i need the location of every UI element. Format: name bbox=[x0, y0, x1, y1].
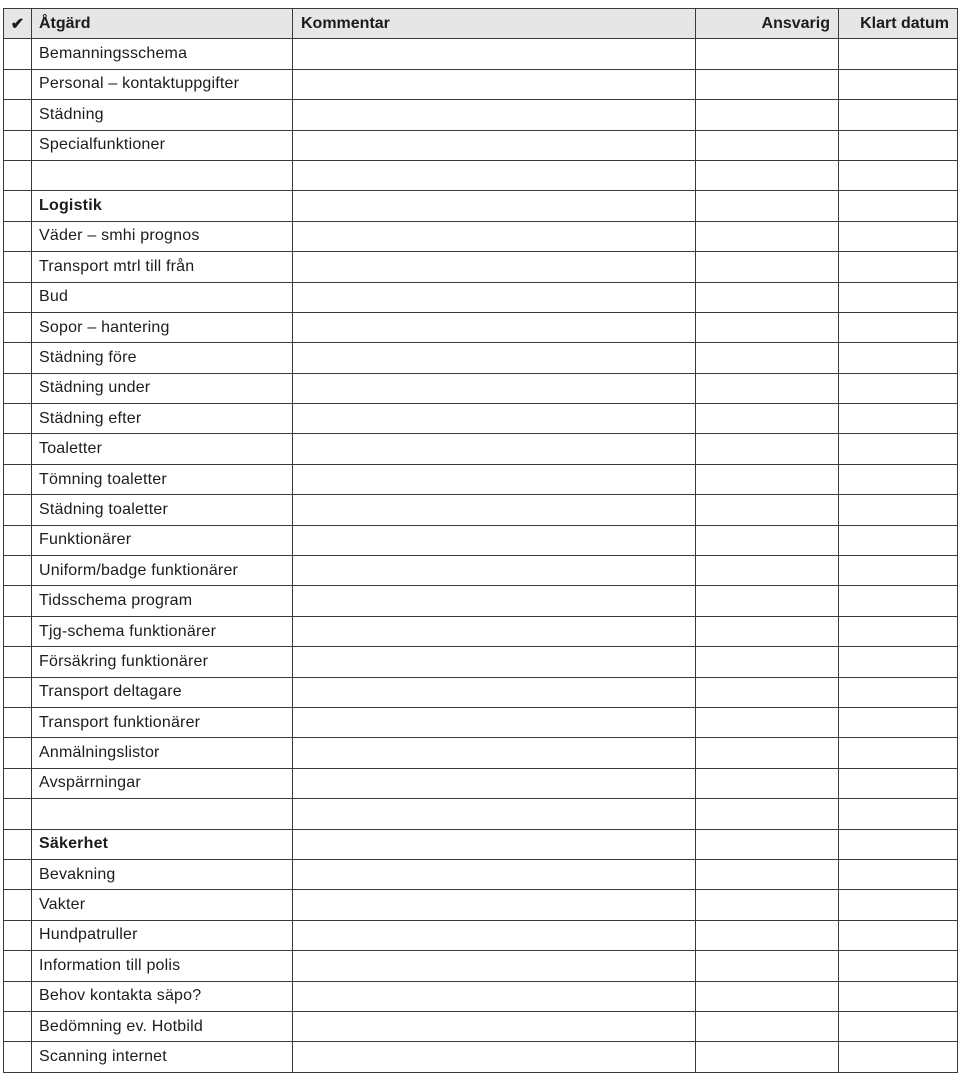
comment-cell[interactable] bbox=[293, 39, 696, 69]
done-date-cell[interactable] bbox=[839, 100, 958, 130]
responsible-cell[interactable] bbox=[696, 495, 839, 525]
check-cell[interactable] bbox=[4, 282, 32, 312]
action-cell: Information till polis bbox=[32, 951, 293, 981]
responsible-cell[interactable] bbox=[696, 464, 839, 494]
table-row bbox=[4, 100, 958, 130]
table-row bbox=[4, 343, 958, 373]
table-row bbox=[4, 221, 958, 251]
responsible-cell[interactable] bbox=[696, 951, 839, 981]
check-cell[interactable] bbox=[4, 1011, 32, 1041]
responsible-cell[interactable] bbox=[696, 39, 839, 69]
done-date-cell[interactable] bbox=[839, 1042, 958, 1072]
done-date-cell[interactable] bbox=[839, 252, 958, 282]
action-cell: Tidsschema program bbox=[32, 586, 293, 616]
table-row bbox=[4, 920, 958, 950]
done-date-cell[interactable] bbox=[839, 829, 958, 859]
comment-cell[interactable] bbox=[293, 312, 696, 342]
action-cell: Bevakning bbox=[32, 859, 293, 889]
action-cell: Toaletter bbox=[32, 434, 293, 464]
table-row bbox=[4, 39, 958, 69]
table-row bbox=[4, 373, 958, 403]
action-cell: Städning efter bbox=[32, 404, 293, 434]
comment-cell[interactable] bbox=[293, 859, 696, 889]
comment-cell[interactable] bbox=[293, 252, 696, 282]
done-date-cell[interactable] bbox=[839, 768, 958, 798]
action-cell: Bedömning ev. Hotbild bbox=[32, 1011, 293, 1041]
responsible-cell[interactable] bbox=[696, 981, 839, 1011]
checklist-table bbox=[3, 8, 958, 1073]
check-cell[interactable] bbox=[4, 951, 32, 981]
action-cell: Avspärrningar bbox=[32, 768, 293, 798]
done-date-cell[interactable] bbox=[839, 404, 958, 434]
done-date-cell[interactable] bbox=[839, 282, 958, 312]
header-action: Åtgärd bbox=[32, 9, 293, 39]
section-row bbox=[4, 191, 958, 221]
table-row bbox=[4, 160, 958, 190]
done-date-cell[interactable] bbox=[839, 799, 958, 829]
check-cell[interactable] bbox=[4, 160, 32, 190]
done-date-cell[interactable] bbox=[839, 1011, 958, 1041]
check-cell[interactable] bbox=[4, 707, 32, 737]
done-date-cell[interactable] bbox=[839, 738, 958, 768]
action-cell: Transport deltagare bbox=[32, 677, 293, 707]
table-row bbox=[4, 890, 958, 920]
table-row bbox=[4, 434, 958, 464]
responsible-cell[interactable] bbox=[696, 829, 839, 859]
comment-cell[interactable] bbox=[293, 951, 696, 981]
action-cell bbox=[32, 799, 293, 829]
table-row bbox=[4, 707, 958, 737]
check-cell[interactable] bbox=[4, 221, 32, 251]
comment-cell[interactable] bbox=[293, 1042, 696, 1072]
responsible-cell[interactable] bbox=[696, 130, 839, 160]
table-row bbox=[4, 556, 958, 586]
table-row bbox=[4, 464, 958, 494]
comment-cell[interactable] bbox=[293, 464, 696, 494]
check-cell[interactable] bbox=[4, 525, 32, 555]
done-date-cell[interactable] bbox=[839, 707, 958, 737]
table-header bbox=[4, 9, 958, 39]
action-cell: Försäkring funktionärer bbox=[32, 647, 293, 677]
table-row bbox=[4, 768, 958, 798]
comment-cell[interactable] bbox=[293, 373, 696, 403]
comment-cell[interactable] bbox=[293, 1011, 696, 1041]
check-cell[interactable] bbox=[4, 130, 32, 160]
check-cell[interactable] bbox=[4, 252, 32, 282]
table-body bbox=[4, 39, 958, 1072]
action-cell: Bemanningsschema bbox=[32, 39, 293, 69]
responsible-cell[interactable] bbox=[696, 890, 839, 920]
responsible-cell[interactable] bbox=[696, 343, 839, 373]
table-row bbox=[4, 616, 958, 646]
responsible-cell[interactable] bbox=[696, 404, 839, 434]
responsible-cell[interactable] bbox=[696, 768, 839, 798]
comment-cell[interactable] bbox=[293, 69, 696, 99]
responsible-cell[interactable] bbox=[696, 282, 839, 312]
action-cell: Städning före bbox=[32, 343, 293, 373]
check-cell[interactable] bbox=[4, 69, 32, 99]
done-date-cell[interactable] bbox=[839, 616, 958, 646]
action-cell: Funktionärer bbox=[32, 525, 293, 555]
table-row bbox=[4, 738, 958, 768]
comment-cell[interactable] bbox=[293, 586, 696, 616]
responsible-cell[interactable] bbox=[696, 1042, 839, 1072]
responsible-cell[interactable] bbox=[696, 616, 839, 646]
check-cell[interactable] bbox=[4, 829, 32, 859]
done-date-cell[interactable] bbox=[839, 647, 958, 677]
check-cell[interactable] bbox=[4, 100, 32, 130]
responsible-cell[interactable] bbox=[696, 373, 839, 403]
done-date-cell[interactable] bbox=[839, 586, 958, 616]
action-cell: Sopor – hantering bbox=[32, 312, 293, 342]
action-cell: Bud bbox=[32, 282, 293, 312]
comment-cell[interactable] bbox=[293, 981, 696, 1011]
check-cell[interactable] bbox=[4, 464, 32, 494]
done-date-cell[interactable] bbox=[839, 495, 958, 525]
check-cell[interactable] bbox=[4, 859, 32, 889]
check-cell[interactable] bbox=[4, 738, 32, 768]
responsible-cell[interactable] bbox=[696, 1011, 839, 1041]
section-title: Logistik bbox=[32, 191, 293, 221]
responsible-cell[interactable] bbox=[696, 100, 839, 130]
comment-cell[interactable] bbox=[293, 890, 696, 920]
responsible-cell[interactable] bbox=[696, 920, 839, 950]
action-cell: Städning bbox=[32, 100, 293, 130]
table-row bbox=[4, 586, 958, 616]
done-date-cell[interactable] bbox=[839, 69, 958, 99]
comment-cell[interactable] bbox=[293, 191, 696, 221]
done-date-cell[interactable] bbox=[839, 160, 958, 190]
action-cell: Städning toaletter bbox=[32, 495, 293, 525]
comment-cell[interactable] bbox=[293, 556, 696, 586]
done-date-cell[interactable] bbox=[839, 130, 958, 160]
responsible-cell[interactable] bbox=[696, 69, 839, 99]
table-row bbox=[4, 951, 958, 981]
done-date-cell[interactable] bbox=[839, 525, 958, 555]
comment-cell[interactable] bbox=[293, 130, 696, 160]
comment-cell[interactable] bbox=[293, 707, 696, 737]
action-cell: Scanning internet bbox=[32, 1042, 293, 1072]
done-date-cell[interactable] bbox=[839, 920, 958, 950]
responsible-cell[interactable] bbox=[696, 556, 839, 586]
action-cell: Tjg-schema funktionärer bbox=[32, 616, 293, 646]
table-row bbox=[4, 859, 958, 889]
check-cell[interactable] bbox=[4, 556, 32, 586]
table-row bbox=[4, 1042, 958, 1072]
table-row bbox=[4, 525, 958, 555]
comment-cell[interactable] bbox=[293, 434, 696, 464]
section-title: Säkerhet bbox=[32, 829, 293, 859]
action-cell bbox=[32, 160, 293, 190]
responsible-cell[interactable] bbox=[696, 160, 839, 190]
table-row bbox=[4, 282, 958, 312]
table-row bbox=[4, 404, 958, 434]
table-row bbox=[4, 647, 958, 677]
action-cell: Anmälningslistor bbox=[32, 738, 293, 768]
table-row bbox=[4, 799, 958, 829]
check-cell[interactable] bbox=[4, 616, 32, 646]
responsible-cell[interactable] bbox=[696, 586, 839, 616]
done-date-cell[interactable] bbox=[839, 312, 958, 342]
comment-cell[interactable] bbox=[293, 525, 696, 555]
comment-cell[interactable] bbox=[293, 738, 696, 768]
check-cell[interactable] bbox=[4, 373, 32, 403]
check-cell[interactable] bbox=[4, 1042, 32, 1072]
table-row bbox=[4, 1011, 958, 1041]
comment-cell[interactable] bbox=[293, 495, 696, 525]
done-date-cell[interactable] bbox=[839, 434, 958, 464]
action-cell: Städning under bbox=[32, 373, 293, 403]
table-row bbox=[4, 252, 958, 282]
check-cell[interactable] bbox=[4, 981, 32, 1011]
done-date-cell[interactable] bbox=[839, 191, 958, 221]
action-cell: Personal – kontaktuppgifter bbox=[32, 69, 293, 99]
done-date-cell[interactable] bbox=[839, 677, 958, 707]
table-row bbox=[4, 495, 958, 525]
done-date-cell[interactable] bbox=[839, 981, 958, 1011]
comment-cell[interactable] bbox=[293, 616, 696, 646]
check-cell[interactable] bbox=[4, 586, 32, 616]
check-cell[interactable] bbox=[4, 343, 32, 373]
check-cell[interactable] bbox=[4, 890, 32, 920]
done-date-cell[interactable] bbox=[839, 464, 958, 494]
check-cell[interactable] bbox=[4, 191, 32, 221]
check-cell[interactable] bbox=[4, 434, 32, 464]
action-cell: Transport mtrl till från bbox=[32, 252, 293, 282]
action-cell: Uniform/badge funktionärer bbox=[32, 556, 293, 586]
responsible-cell[interactable] bbox=[696, 252, 839, 282]
comment-cell[interactable] bbox=[293, 829, 696, 859]
comment-cell[interactable] bbox=[293, 920, 696, 950]
check-cell[interactable] bbox=[4, 312, 32, 342]
check-cell[interactable] bbox=[4, 495, 32, 525]
action-cell: Hundpatruller bbox=[32, 920, 293, 950]
section-row bbox=[4, 829, 958, 859]
responsible-cell[interactable] bbox=[696, 647, 839, 677]
comment-cell[interactable] bbox=[293, 799, 696, 829]
table-row bbox=[4, 69, 958, 99]
check-cell[interactable] bbox=[4, 920, 32, 950]
responsible-cell[interactable] bbox=[696, 799, 839, 829]
done-date-cell[interactable] bbox=[839, 556, 958, 586]
responsible-cell[interactable] bbox=[696, 677, 839, 707]
check-cell[interactable] bbox=[4, 768, 32, 798]
header-responsible: Ansvarig bbox=[696, 9, 839, 39]
responsible-cell[interactable] bbox=[696, 312, 839, 342]
action-cell: Specialfunktioner bbox=[32, 130, 293, 160]
done-date-cell[interactable] bbox=[839, 343, 958, 373]
comment-cell[interactable] bbox=[293, 221, 696, 251]
comment-cell[interactable] bbox=[293, 404, 696, 434]
table-row bbox=[4, 981, 958, 1011]
check-cell[interactable] bbox=[4, 677, 32, 707]
comment-cell[interactable] bbox=[293, 282, 696, 312]
done-date-cell[interactable] bbox=[839, 39, 958, 69]
responsible-cell[interactable] bbox=[696, 859, 839, 889]
check-cell[interactable] bbox=[4, 799, 32, 829]
action-cell: Väder – smhi prognos bbox=[32, 221, 293, 251]
responsible-cell[interactable] bbox=[696, 191, 839, 221]
comment-cell[interactable] bbox=[293, 647, 696, 677]
action-cell: Tömning toaletter bbox=[32, 464, 293, 494]
table-row bbox=[4, 130, 958, 160]
header-row bbox=[4, 9, 958, 39]
action-cell: Vakter bbox=[32, 890, 293, 920]
header-comment: Kommentar bbox=[293, 9, 696, 39]
action-cell: Behov kontakta säpo? bbox=[32, 981, 293, 1011]
done-date-cell[interactable] bbox=[839, 859, 958, 889]
checkmark-icon: ✔ bbox=[4, 9, 32, 39]
header-done-date: Klart datum bbox=[839, 9, 958, 39]
done-date-cell[interactable] bbox=[839, 890, 958, 920]
comment-cell[interactable] bbox=[293, 343, 696, 373]
check-cell[interactable] bbox=[4, 647, 32, 677]
comment-cell[interactable] bbox=[293, 677, 696, 707]
done-date-cell[interactable] bbox=[839, 373, 958, 403]
responsible-cell[interactable] bbox=[696, 434, 839, 464]
responsible-cell[interactable] bbox=[696, 738, 839, 768]
check-cell[interactable] bbox=[4, 404, 32, 434]
responsible-cell[interactable] bbox=[696, 221, 839, 251]
comment-cell[interactable] bbox=[293, 160, 696, 190]
comment-cell[interactable] bbox=[293, 768, 696, 798]
responsible-cell[interactable] bbox=[696, 525, 839, 555]
done-date-cell[interactable] bbox=[839, 221, 958, 251]
responsible-cell[interactable] bbox=[696, 707, 839, 737]
check-cell[interactable] bbox=[4, 39, 32, 69]
table-row bbox=[4, 312, 958, 342]
action-cell: Transport funktionärer bbox=[32, 707, 293, 737]
done-date-cell[interactable] bbox=[839, 951, 958, 981]
table-row bbox=[4, 677, 958, 707]
comment-cell[interactable] bbox=[293, 100, 696, 130]
